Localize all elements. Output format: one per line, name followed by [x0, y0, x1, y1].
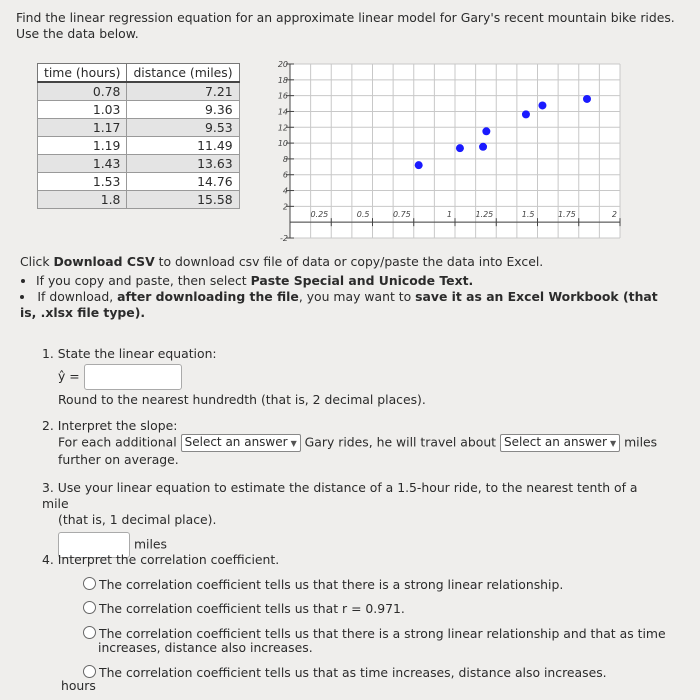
table-row — [38, 155, 240, 173]
instructions — [20, 254, 670, 321]
cell-time: 1.8 — [38, 191, 127, 209]
bullet1-text: If you copy and paste, then select — [36, 273, 251, 288]
q3-line-2: (that is, 1 decimal place). — [58, 512, 217, 527]
table-row — [38, 173, 240, 191]
y-tick-label: 6 — [282, 170, 288, 180]
scatter-chart — [248, 56, 638, 246]
x-tick-label: 1.25 — [475, 210, 494, 220]
q4-option-3[interactable] — [83, 626, 666, 641]
bullet1-bold: Paste Special and Unicode Text. — [250, 273, 474, 288]
radio-icon[interactable] — [83, 577, 96, 590]
cell-time: 1.03 — [38, 101, 127, 119]
instr-click: Click — [20, 254, 54, 269]
q1-round-note: Round to the nearest hundredth (that is, 2 decimal places). — [58, 392, 426, 407]
cell-distance: 9.36 — [127, 101, 239, 119]
data-table — [37, 63, 240, 209]
intro-text — [16, 10, 686, 42]
bullet2-text-c: , you may want to — [298, 289, 416, 304]
chevron-down-icon: ▼ — [290, 439, 297, 448]
radio-icon[interactable] — [83, 601, 96, 614]
header-distance: distance (miles) — [127, 64, 239, 83]
table-row — [38, 191, 240, 209]
bullet2-text-a: If download, — [37, 289, 118, 304]
x-tick-label: 0.75 — [392, 210, 411, 220]
instr-click-rest: to download csv file of data or copy/paste the data into Excel. — [154, 254, 544, 269]
cell-time: 1.17 — [38, 119, 127, 137]
cell-distance: 7.21 — [127, 82, 239, 101]
data-point — [522, 110, 530, 118]
q2-select2-label: Select an answer — [504, 435, 607, 449]
question-1 — [42, 346, 426, 408]
q1-equation-input[interactable] — [84, 364, 182, 390]
y-tick-label: 12 — [277, 123, 288, 133]
cell-distance: 13.63 — [127, 155, 239, 173]
data-point — [583, 95, 591, 103]
q2-amount-select[interactable] — [500, 434, 620, 452]
cell-distance: 14.76 — [127, 173, 239, 191]
instruction-list — [20, 273, 670, 321]
q4-option-4-label: The correlation coefficient tells us that as time increases, distance also increases. — [99, 665, 607, 680]
data-point — [479, 143, 487, 151]
q2-text-d: further on average. — [58, 452, 179, 467]
x-tick-label: 1.5 — [521, 210, 535, 220]
question-3 — [42, 480, 662, 558]
x-tick-label: 2 — [611, 210, 617, 220]
y-tick-label: 2 — [282, 202, 288, 212]
x-tick-label: 0.5 — [356, 210, 370, 220]
y-tick-label: 10 — [277, 139, 288, 149]
q3-unit: miles — [133, 536, 167, 552]
table-row — [38, 137, 240, 155]
q2-text-b: Gary rides, he will travel about — [304, 434, 497, 450]
q2-sentence — [58, 434, 662, 452]
trailing-hours: hours — [61, 678, 96, 693]
y-tick-label: 8 — [282, 154, 288, 164]
x-tick-label: 1.75 — [557, 210, 576, 220]
cell-time: 1.19 — [38, 137, 127, 155]
table-row — [38, 82, 240, 101]
q3-line-1: 3. Use your linear equation to estimate the distance of a 1.5-hour ride, to the nearest tenth of a mile — [42, 480, 638, 511]
q4-option-2-label: The correlation coefficient tells us that r = 0.971. — [99, 601, 405, 616]
chevron-down-icon: ▼ — [609, 439, 617, 448]
instruction-bullet-download — [20, 289, 670, 321]
x-tick-label: 1 — [446, 210, 452, 220]
q2-unit-select[interactable] — [181, 434, 301, 452]
cell-time: 0.78 — [38, 82, 127, 101]
q1-yhat-label: ŷ = — [58, 368, 80, 384]
q2-text-c: miles — [624, 434, 658, 450]
table-header-row — [38, 64, 240, 83]
cell-distance: 11.49 — [127, 137, 239, 155]
download-csv-link[interactable]: Download CSV — [53, 254, 155, 269]
cell-distance: 15.58 — [127, 191, 239, 209]
bullet2-bold-d: save it as an Excel Workbook (that is, .xlsx file type). — [20, 289, 658, 320]
q4-option-4[interactable] — [83, 665, 607, 680]
table-row — [38, 101, 240, 119]
instruction-bullet-copy — [36, 273, 670, 289]
intro-line-1: Find the linear regression equation for an approximate linear model for Gary's recent mountain bike rides. — [16, 10, 675, 25]
intro-line-2: Use the data below. — [16, 26, 139, 41]
cell-time: 1.53 — [38, 173, 127, 191]
q4-option-3-cont: increases, distance also increases. — [98, 640, 313, 655]
data-point — [415, 161, 423, 169]
q1-title: 1. State the linear equation: — [42, 346, 217, 361]
y-tick-label: 4 — [282, 186, 288, 196]
y-tick-label: 18 — [277, 75, 288, 85]
cell-distance: 9.53 — [127, 119, 239, 137]
radio-icon[interactable] — [83, 626, 96, 639]
y-tick-label: -2 — [280, 234, 288, 243]
cell-time: 1.43 — [38, 155, 127, 173]
q4-title: 4. Interpret the correlation coefficient. — [42, 552, 280, 567]
radio-icon[interactable] — [83, 665, 96, 678]
bullet2-bold-b: after downloading the file — [117, 289, 299, 304]
q4-option-2[interactable] — [83, 601, 405, 616]
table-row — [38, 119, 240, 137]
data-point — [456, 144, 464, 152]
q2-text-a: For each additional — [58, 434, 177, 450]
q4-option-1-label: The correlation coefficient tells us that there is a strong linear relationship. — [99, 577, 564, 592]
x-tick-label: 0.25 — [310, 210, 329, 220]
header-time: time (hours) — [38, 64, 127, 83]
y-tick-label: 14 — [277, 107, 288, 117]
data-point — [538, 101, 546, 109]
y-tick-label: 20 — [277, 60, 288, 69]
q2-title: 2. Interpret the slope: — [42, 418, 178, 433]
data-point — [482, 127, 490, 135]
q1-equation-row — [58, 364, 426, 390]
question-2 — [42, 418, 662, 468]
y-tick-label: 16 — [277, 91, 288, 101]
q4-option-1[interactable] — [83, 577, 563, 592]
q2-select1-label: Select an answer — [184, 435, 288, 449]
q4-option-3-label: The correlation coefficient tells us that there is a strong linear relationship and that as time — [99, 626, 666, 641]
instruction-line — [20, 254, 670, 270]
